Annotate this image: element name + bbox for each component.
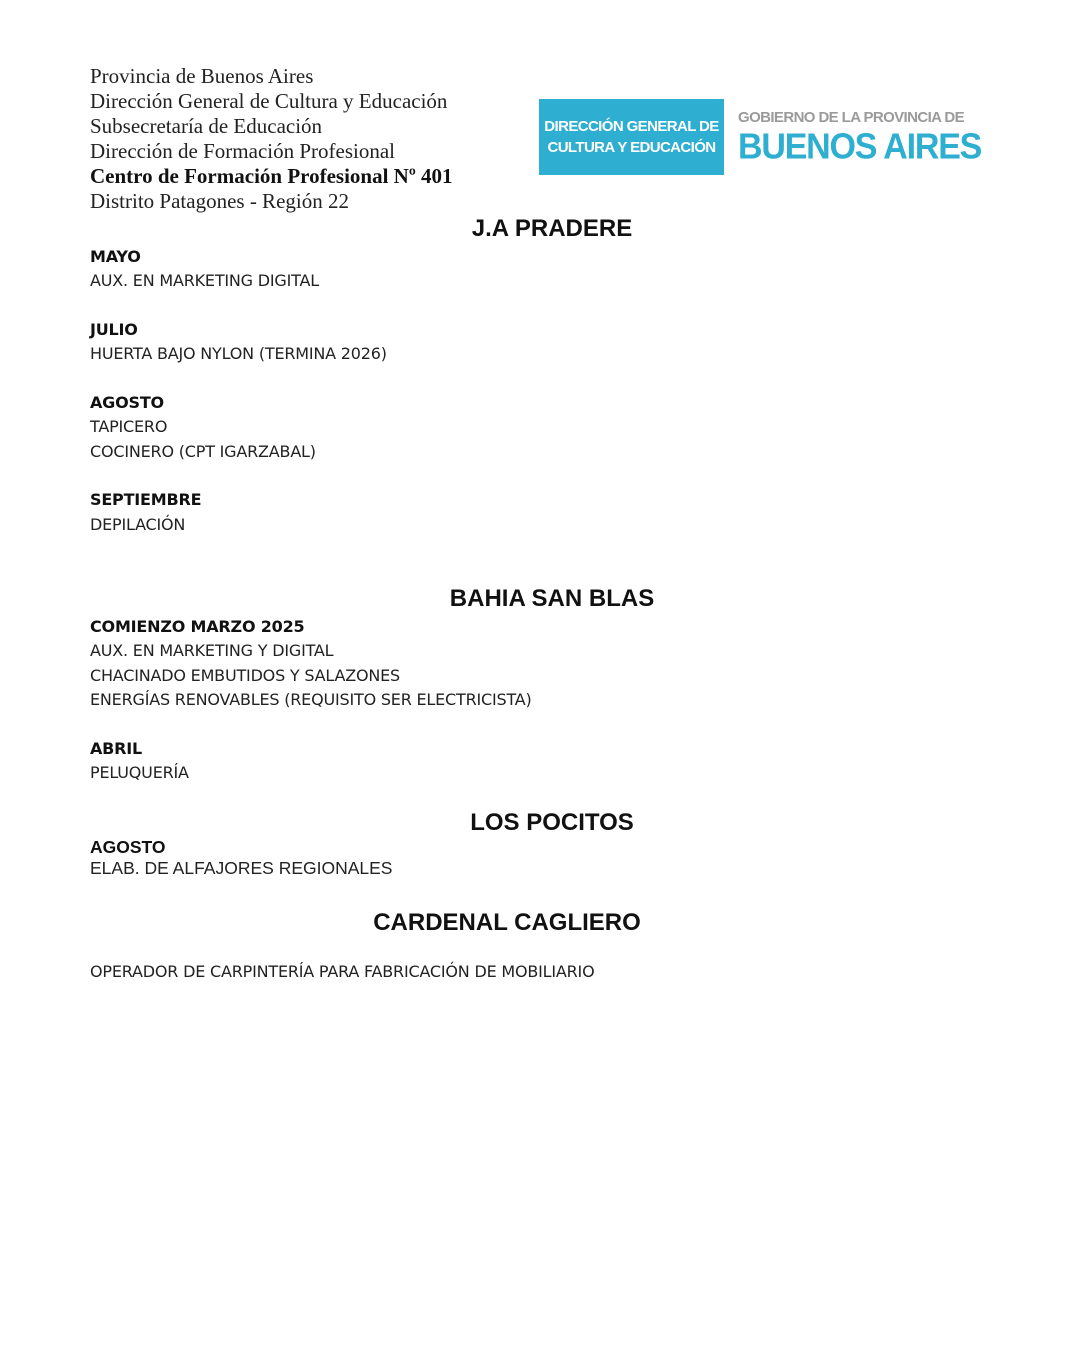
month-abril: ABRIL	[90, 739, 143, 758]
course-item: TAPICERO	[90, 417, 168, 436]
course-item: HUERTA BAJO NYLON (TERMINA 2026)	[90, 344, 387, 363]
course-item: COCINERO (CPT IGARZABAL)	[90, 442, 316, 461]
logo-dgce-box	[539, 99, 724, 175]
course-item: DEPILACIÓN	[90, 515, 186, 534]
header-province: Provincia de Buenos Aires	[90, 64, 314, 88]
month-agosto-pocitos: AGOSTO	[90, 837, 166, 857]
header-subsecretaria: Subsecretaría de Educación	[90, 114, 323, 138]
header-direccion-formacion: Dirección de Formación Profesional	[90, 139, 395, 163]
header-distrito: Distrito Patagones - Región 22	[90, 189, 349, 213]
logo-box-line1: DIRECCIÓN GENERAL DE	[544, 118, 719, 135]
course-item: ELAB. DE ALFAJORES REGIONALES	[90, 858, 393, 878]
logo-box-line2: CULTURA Y EDUCACIÓN	[547, 139, 716, 156]
header-direccion-general: Dirección General de Cultura y Educación	[90, 89, 448, 113]
course-item: OPERADOR DE CARPINTERÍA PARA FABRICACIÓN DE MOBILIARIO	[90, 962, 595, 981]
section-title-pradere: J.A PRADERE	[471, 215, 633, 242]
section-title-bahia: BAHIA SAN BLAS	[449, 585, 655, 612]
course-item: ENERGÍAS RENOVABLES (REQUISITO SER ELECTRICISTA)	[90, 690, 532, 709]
month-agosto: AGOSTO	[90, 393, 164, 412]
section-title-cagliero: CARDENAL CAGLIERO	[373, 909, 641, 936]
government-logo	[539, 99, 981, 175]
month-septiembre: SEPTIEMBRE	[90, 490, 202, 509]
course-item: CHACINADO EMBUTIDOS Y SALAZONES	[90, 666, 400, 685]
course-item: AUX. EN MARKETING DIGITAL	[90, 271, 319, 290]
section-title-pocitos: LOS POCITOS	[470, 809, 634, 836]
header-block	[90, 64, 453, 214]
month-mayo: MAYO	[90, 247, 141, 266]
month-julio: JULIO	[90, 320, 138, 339]
course-item: PELUQUERÍA	[90, 763, 189, 782]
logo-gov-line: GOBIERNO DE LA PROVINCIA DE	[738, 109, 965, 126]
header-centro: Centro de Formación Profesional Nº 401	[90, 164, 453, 188]
month-marzo: COMIENZO MARZO 2025	[90, 617, 305, 636]
logo-province-name: BUENOS AIRES	[738, 127, 982, 167]
logo-province-text	[738, 109, 981, 165]
course-item: AUX. EN MARKETING Y DIGITAL	[90, 641, 334, 660]
